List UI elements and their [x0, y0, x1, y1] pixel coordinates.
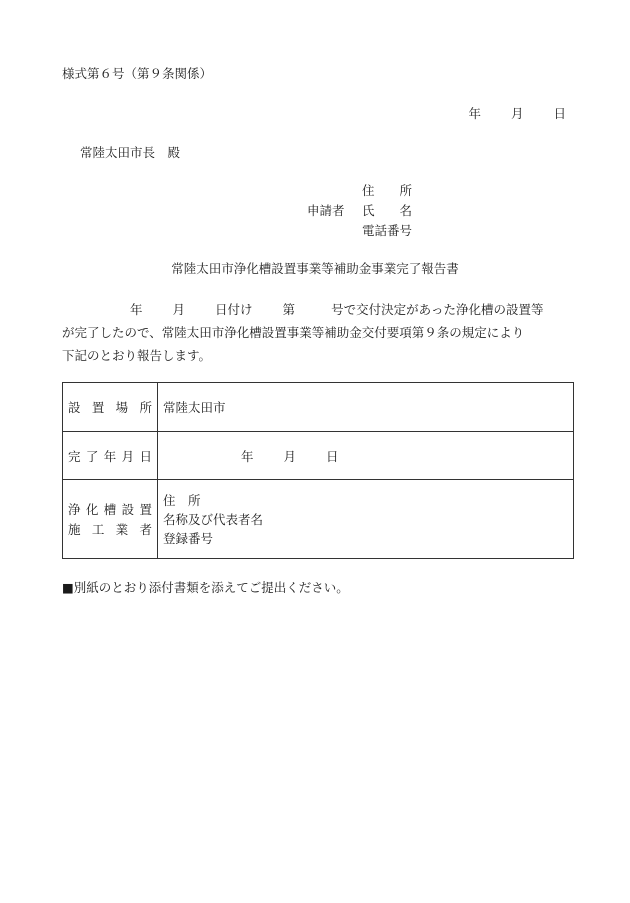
contractor-name-label: 名称及び代表者名	[163, 511, 264, 527]
label-char: 年	[103, 448, 117, 464]
label-char: 置	[139, 502, 152, 517]
body-line1-tail: 号で交付決定があった浄化槽の設置等	[331, 302, 544, 317]
submission-date	[468, 104, 566, 122]
label-char: 所	[139, 400, 152, 415]
body-year: 年	[130, 302, 143, 317]
contractor-address-label: 住 所	[163, 492, 201, 508]
label-char: 者	[139, 522, 152, 537]
label-char: 化	[85, 502, 99, 517]
attachment-note: ■別紙のとおり添付書類を添えてご提出ください。	[62, 580, 349, 595]
completion-year: 年	[241, 448, 254, 464]
completion-day: 日	[326, 448, 339, 464]
label-char: 日	[139, 448, 152, 464]
table-row-contractor	[63, 480, 574, 559]
location-label	[63, 383, 158, 432]
applicant-block	[307, 181, 412, 241]
label-char: 設	[121, 502, 135, 517]
table-row-location	[63, 383, 574, 432]
label-char: 施	[68, 522, 81, 537]
label-char: 業	[115, 522, 129, 537]
location-value[interactable]: 常陸太田市	[158, 383, 574, 432]
table-row-completion	[63, 432, 574, 480]
date-year: 年	[468, 106, 481, 121]
body-no-prefix: 第	[282, 302, 296, 317]
document-title: 常陸太田市浄化槽設置事業等補助金事業完了報告書	[171, 261, 459, 276]
label-char: 設	[68, 400, 81, 415]
form-number: 様式第６号（第９条関係）	[62, 66, 213, 81]
report-body	[62, 298, 574, 367]
body-day-dated: 日付け	[215, 302, 253, 317]
date-day: 日	[553, 106, 566, 121]
applicant-name-label: 氏 名	[362, 203, 413, 218]
applicant-address-label: 住 所	[362, 183, 413, 198]
label-char: 月	[121, 448, 135, 464]
report-table	[62, 382, 574, 559]
completion-label	[63, 432, 158, 480]
label-char: 置	[91, 400, 105, 415]
completion-value[interactable]	[158, 432, 574, 480]
body-line2: が完了したので、常陸太田市浄化槽設置事業等補助金交付要項第９条の規定により	[62, 325, 525, 340]
label-char: 完	[68, 448, 81, 464]
label-char: 了	[85, 448, 99, 464]
completion-month: 月	[283, 448, 297, 464]
contractor-label	[63, 480, 158, 559]
contractor-value[interactable]	[158, 480, 574, 559]
addressee: 常陸太田市長 殿	[80, 145, 181, 160]
body-line3: 下記のとおり報告します。	[62, 348, 212, 363]
applicant-phone-label: 電話番号	[362, 223, 413, 238]
label-char: 工	[91, 522, 105, 537]
body-month: 月	[172, 302, 186, 317]
contractor-registration-label: 登録番号	[163, 530, 214, 546]
label-char: 槽	[103, 502, 117, 517]
date-month: 月	[510, 106, 524, 121]
applicant-label: 申請者	[307, 203, 345, 218]
label-char: 浄	[68, 502, 81, 517]
label-char: 場	[115, 400, 129, 415]
